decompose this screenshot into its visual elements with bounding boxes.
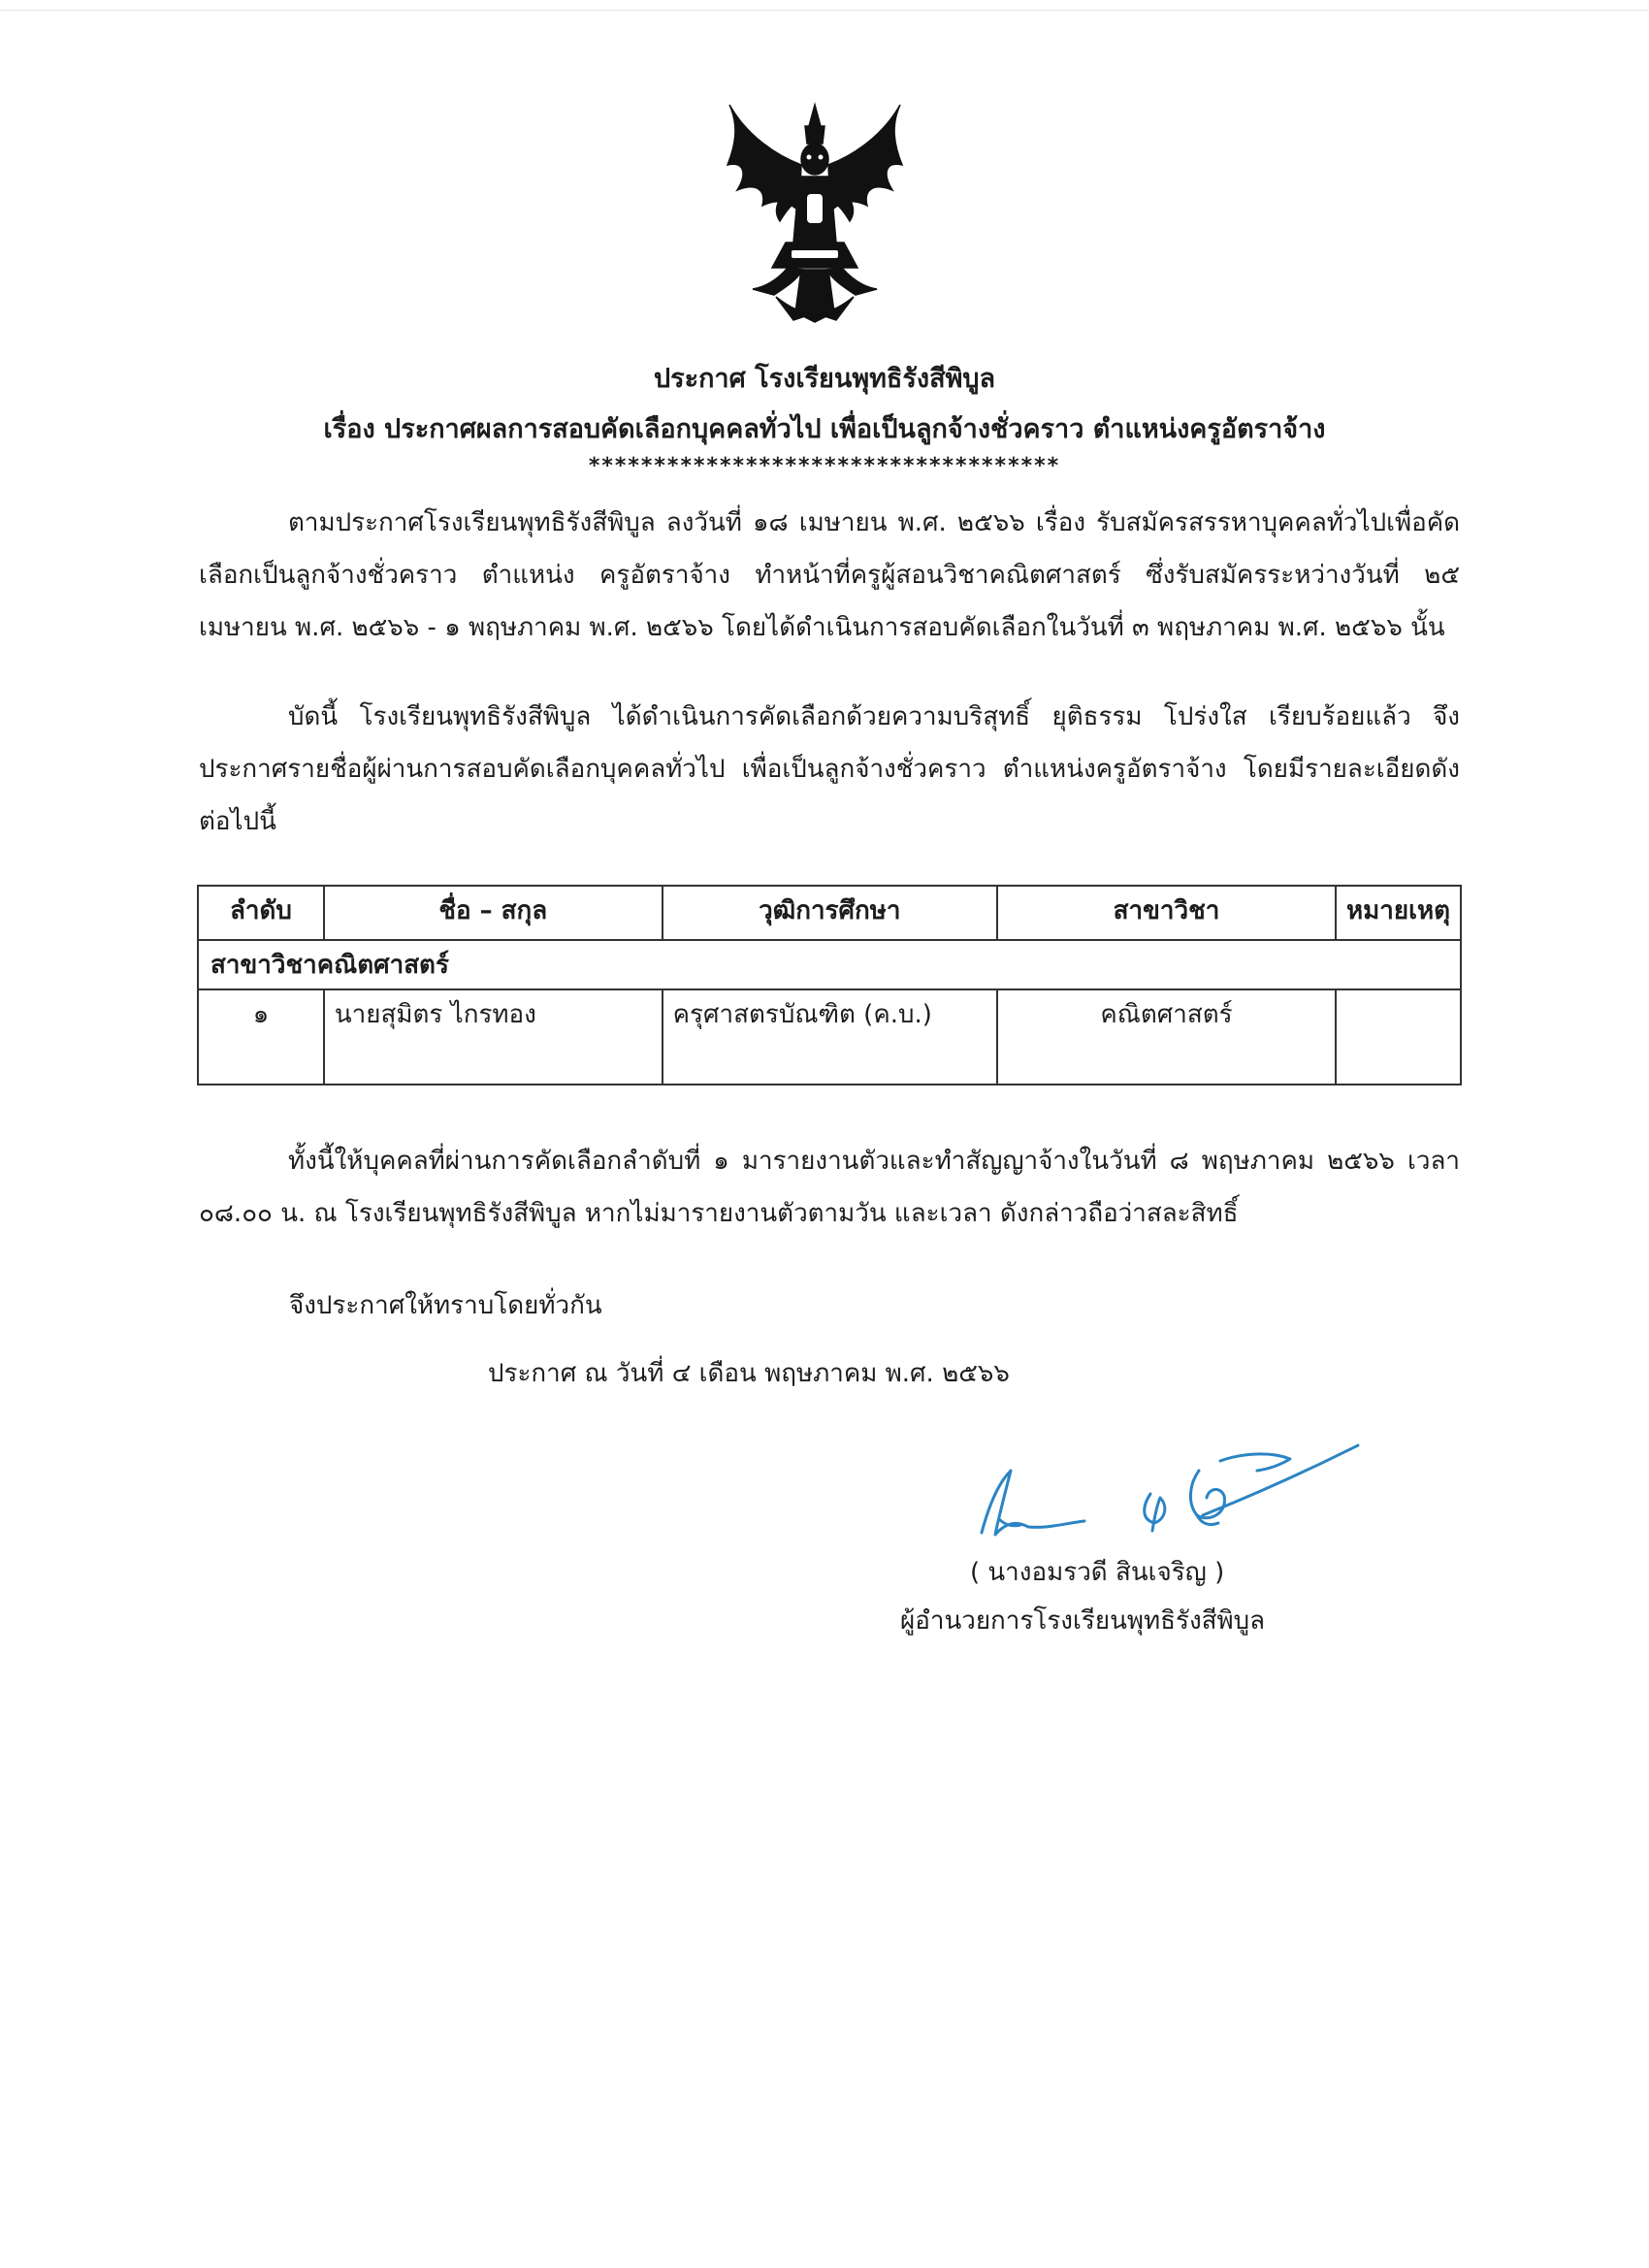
body-paragraph-2: บัดนี้ โรงเรียนพุทธิรังสีพิบูล ได้ดำเนินการคัดเลือกด้วยความบริสุทธิ์ ยุติธรรม โปร่งใส เรียบร้อยแล้ว จึงประกาศรายชื่อผู้ผ่านการสอบคัดเลือกบุคคลทั่วไป เพื่อเป็นลูกจ้างชั่วคราว ตำแหน่งครูอัตราจ้าง โดยมีรายละเอียดดังต่อไปนี้ bbox=[199, 702, 1460, 836]
table-row bbox=[198, 989, 1461, 1085]
header-remark: หมายเหตุ bbox=[1336, 886, 1461, 940]
section-label: สาขาวิชาคณิตศาสตร์ bbox=[198, 940, 1461, 989]
header-no: ลำดับ bbox=[198, 886, 324, 940]
announcement-subject: เรื่อง ประกาศผลการสอบคัดเลือกบุคคลทั่วไป เพื่อเป็นลูกจ้างชั่วคราว ตำแหน่งครูอัตราจ้าง bbox=[323, 414, 1326, 444]
body-paragraph-3: ทั้งนี้ให้บุคคลที่ผ่านการคัดเลือกลำดับที่ ๑ มารายงานตัวและทำสัญญาจ้างในวันที่ ๘ พฤษภาคม ๒๕๖๖ เวลา ๐๘.๐๐ น. ณ โรงเรียนพุทธิรังสีพิบูล หากไม่มารายงานตัวตามวัน และเวลา ดังกล่าวถือว่าสละสิทธิ์ bbox=[199, 1147, 1460, 1228]
cell-no: ๑ bbox=[198, 989, 324, 1085]
garuda-emblem-icon bbox=[718, 97, 912, 330]
header-education: วุฒิการศึกษา bbox=[663, 886, 997, 940]
separator-stars: ************************************ bbox=[588, 454, 1061, 478]
cell-name: นายสุมิตร ไกรทอง bbox=[324, 989, 663, 1085]
header-name: ชื่อ – สกุล bbox=[324, 886, 663, 940]
announcement-date: ประกาศ ณ วันที่ ๔ เดือน พฤษภาคม พ.ศ. ๒๕๖๖ bbox=[488, 1359, 1010, 1388]
table-header-row bbox=[198, 886, 1461, 940]
body-paragraph-1: ตามประกาศโรงเรียนพุทธิรังสีพิบูล ลงวันที่ ๑๘ เมษายน พ.ศ. ๒๕๖๖ เรื่อง รับสมัครสรรหาบุคคลทั่วไปเพื่อคัดเลือกเป็นลูกจ้างชั่วคราว ตำแหน่ง ครูอัตราจ้าง ทำหน้าที่ครูผู้สอนวิชาคณิตศาสตร์ ซึ่งรับสมัครระหว่างวันที่ ๒๕ เมษายน พ.ศ. ๒๕๖๖ - ๑ พฤษภาคม พ.ศ. ๒๕๖๖ โดยได้ดำเนินการสอบคัดเลือกในวันที่ ๓ พฤษภาคม พ.ศ. ๒๕๖๖ นั้น bbox=[199, 508, 1460, 642]
cell-education: ครุศาสตรบัณฑิต (ค.บ.) bbox=[663, 989, 997, 1085]
director-signature bbox=[960, 1426, 1368, 1552]
results-table bbox=[197, 885, 1462, 1085]
table-section-row bbox=[198, 940, 1461, 989]
header-major: สาขาวิชา bbox=[997, 886, 1336, 940]
signer-title: ผู้อำนวยการโรงเรียนพุทธิรังสีพิบูล bbox=[900, 1606, 1266, 1636]
cell-major: คณิตศาสตร์ bbox=[997, 989, 1336, 1085]
announcement-title: ประกาศ โรงเรียนพุทธิรังสีพิบูล bbox=[653, 364, 996, 394]
closing-statement: จึงประกาศให้ทราบโดยทั่วกัน bbox=[289, 1291, 602, 1320]
signer-name: ( นางอมรวดี สินเจริญ ) bbox=[970, 1558, 1225, 1587]
cell-remark bbox=[1336, 989, 1461, 1085]
page-edge-line bbox=[0, 10, 1649, 11]
